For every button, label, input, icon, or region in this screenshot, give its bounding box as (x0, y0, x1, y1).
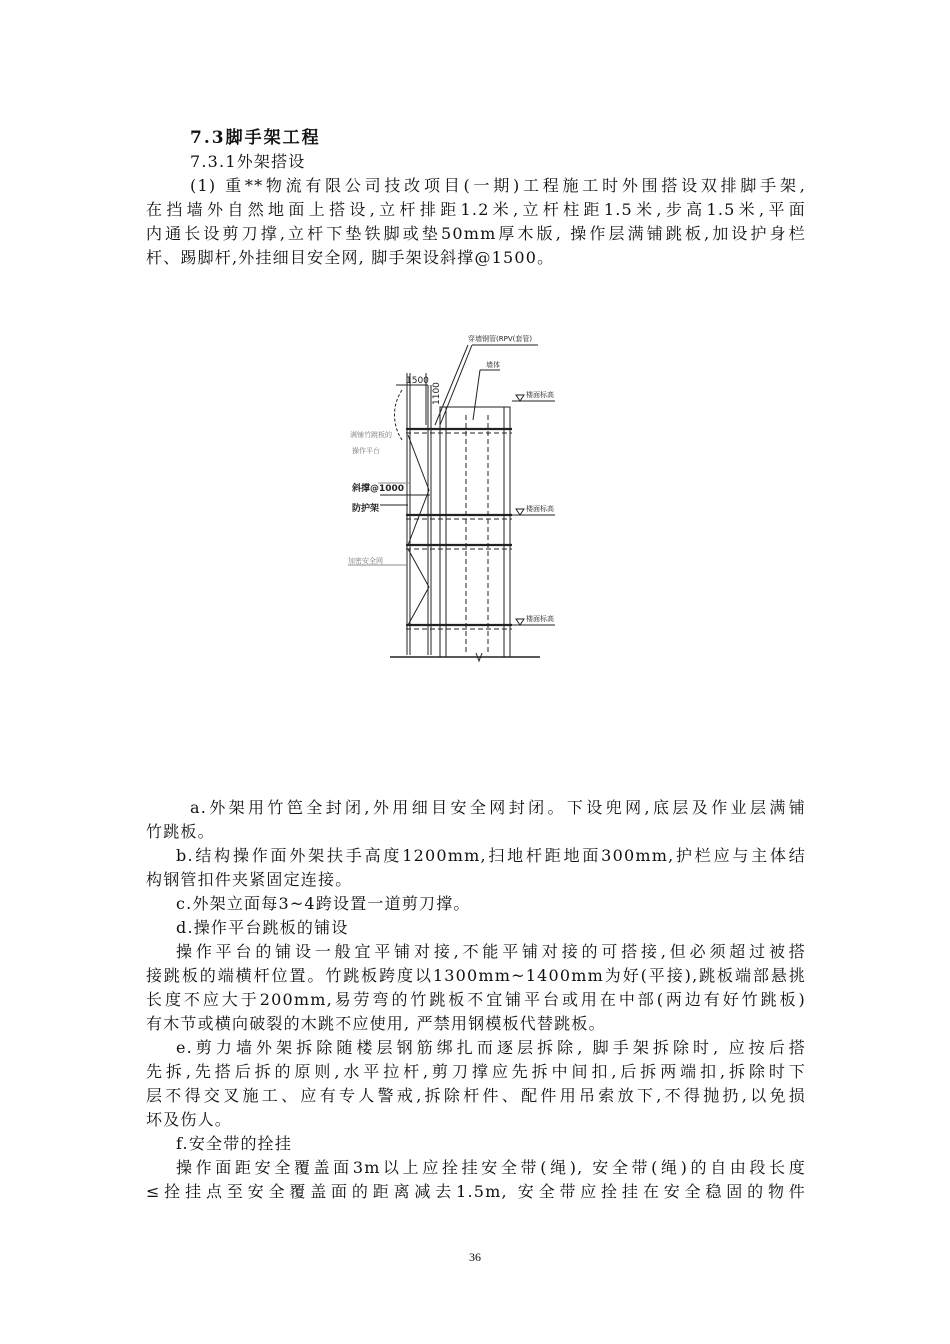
para1-line: (1) 重**物流有限公司技改项目(一期)工程施工时外围搭设双排脚手架, (190, 176, 806, 195)
label-platform-2: 操作平台 (352, 447, 380, 455)
label-wall-pipe: 穿墙钢管(RPV(套管) (468, 335, 533, 343)
item-e-line: 层不得交叉施工、应有专人警戒,拆除杆件、配件用吊索放下,不得抛扔,以免损 (146, 1086, 806, 1105)
elevation-triangle (516, 619, 524, 625)
diagonal-brace (408, 587, 429, 625)
para1-line: 内通长设剪刀撑,立杆下垫铁脚或垫50mm厚木版, 操作层满铺跳板,加设护身栏 (146, 224, 806, 243)
diagonal-brace (408, 549, 429, 587)
para1-line: 杆、踢脚杆,外挂细目安全网, 脚手架设斜撑@1500。 (146, 248, 555, 267)
label-diagonal-brace: 斜撑@1000 (352, 484, 405, 494)
label-platform-1: 满铺竹跳板的 (350, 431, 392, 439)
item-f-body-line: 操作面距安全覆盖面3m以上应拴挂安全带(绳), 安全带(绳)的自由段长度 (176, 1158, 806, 1177)
item-a-line: 竹跳板。 (146, 822, 215, 841)
item-e-line: e.剪力墙外架拆除随楼层钢筋绑扎而逐层拆除, 脚手架拆除时, 应按后搭 (176, 1038, 806, 1057)
item-b-line: b.结构操作面外架扶手高度1200mm,扫地杆距地面300mm,护栏应与主体结 (176, 846, 806, 865)
elevation-triangle (516, 509, 524, 515)
item-f-body-line: ≤拴挂点至安全覆盖面的距离减去1.5m, 安全带应拴挂在安全稳固的物件 (146, 1182, 806, 1201)
label-wall: 墙体 (486, 361, 500, 369)
label-guard-frame: 防护架 (352, 504, 380, 514)
label-floor-2: 楼面标高 (526, 505, 554, 513)
leader-line (440, 345, 472, 425)
label-dim-height: 1100 (432, 382, 442, 405)
diagonal-brace (408, 435, 429, 490)
leader-line (473, 370, 480, 420)
item-a-line: a.外架用竹笆全封闭,外用细目安全网封闭。下设兜网,底层及作业层满铺 (190, 798, 806, 817)
items-section (146, 796, 806, 1204)
subsection-heading: 7.3.1外架搭设 (190, 152, 306, 171)
intro-section (146, 126, 806, 270)
item-b-line: 构钢管扣件夹紧固定连接。 (146, 870, 353, 889)
net-curve (395, 390, 403, 440)
item-d-body-line: 有木节或横向破裂的木跳不应使用, 严禁用钢模板代替跳板。 (146, 1014, 606, 1033)
item-e-line: 先拆,先搭后拆的原则,水平拉杆,剪刀撑应先拆中间扣,后拆两端扣,拆除时下 (146, 1062, 806, 1081)
item-d-body-line: 长度不应大于200mm,易劳弯的竹跳板不宜铺平台或用在中部(两边有好竹跳板) (146, 990, 806, 1009)
page-number: 36 (469, 1250, 481, 1264)
item-c-line: c.外架立面每3~4跨设置一道剪刀撑。 (176, 894, 471, 913)
item-d-body-line: 操作平台的铺设一般宜平铺对接,不能平铺对接的可搭接,但必须超过被搭 (176, 942, 806, 961)
diagonal-brace (408, 490, 429, 545)
label-floor-1: 楼面标高 (526, 391, 554, 399)
label-safety-net: 加密安全网 (348, 557, 383, 565)
label-dim-width: 1500 (406, 376, 429, 386)
item-d-body-line: 接跳板的端横杆位置。竹跳板跨度以1300mm~1400mm为好(平接),跳板端部悬挑 (146, 966, 806, 985)
item-d-line: d.操作平台跳板的铺设 (176, 918, 349, 937)
item-f-line: f.安全带的拴挂 (176, 1134, 293, 1153)
label-floor-3: 楼面标高 (526, 615, 554, 623)
section-heading: 7.3脚手架工程 (190, 128, 321, 148)
elevation-triangle (516, 395, 524, 401)
item-e-line: 坏及伤人。 (146, 1110, 233, 1129)
scaffold-diagram (340, 325, 570, 670)
para1-line: 在挡墙外自然地面上搭设,立杆排距1.2米,立杆柱距1.5米,步高1.5米,平面 (146, 200, 806, 219)
wall (440, 407, 510, 657)
